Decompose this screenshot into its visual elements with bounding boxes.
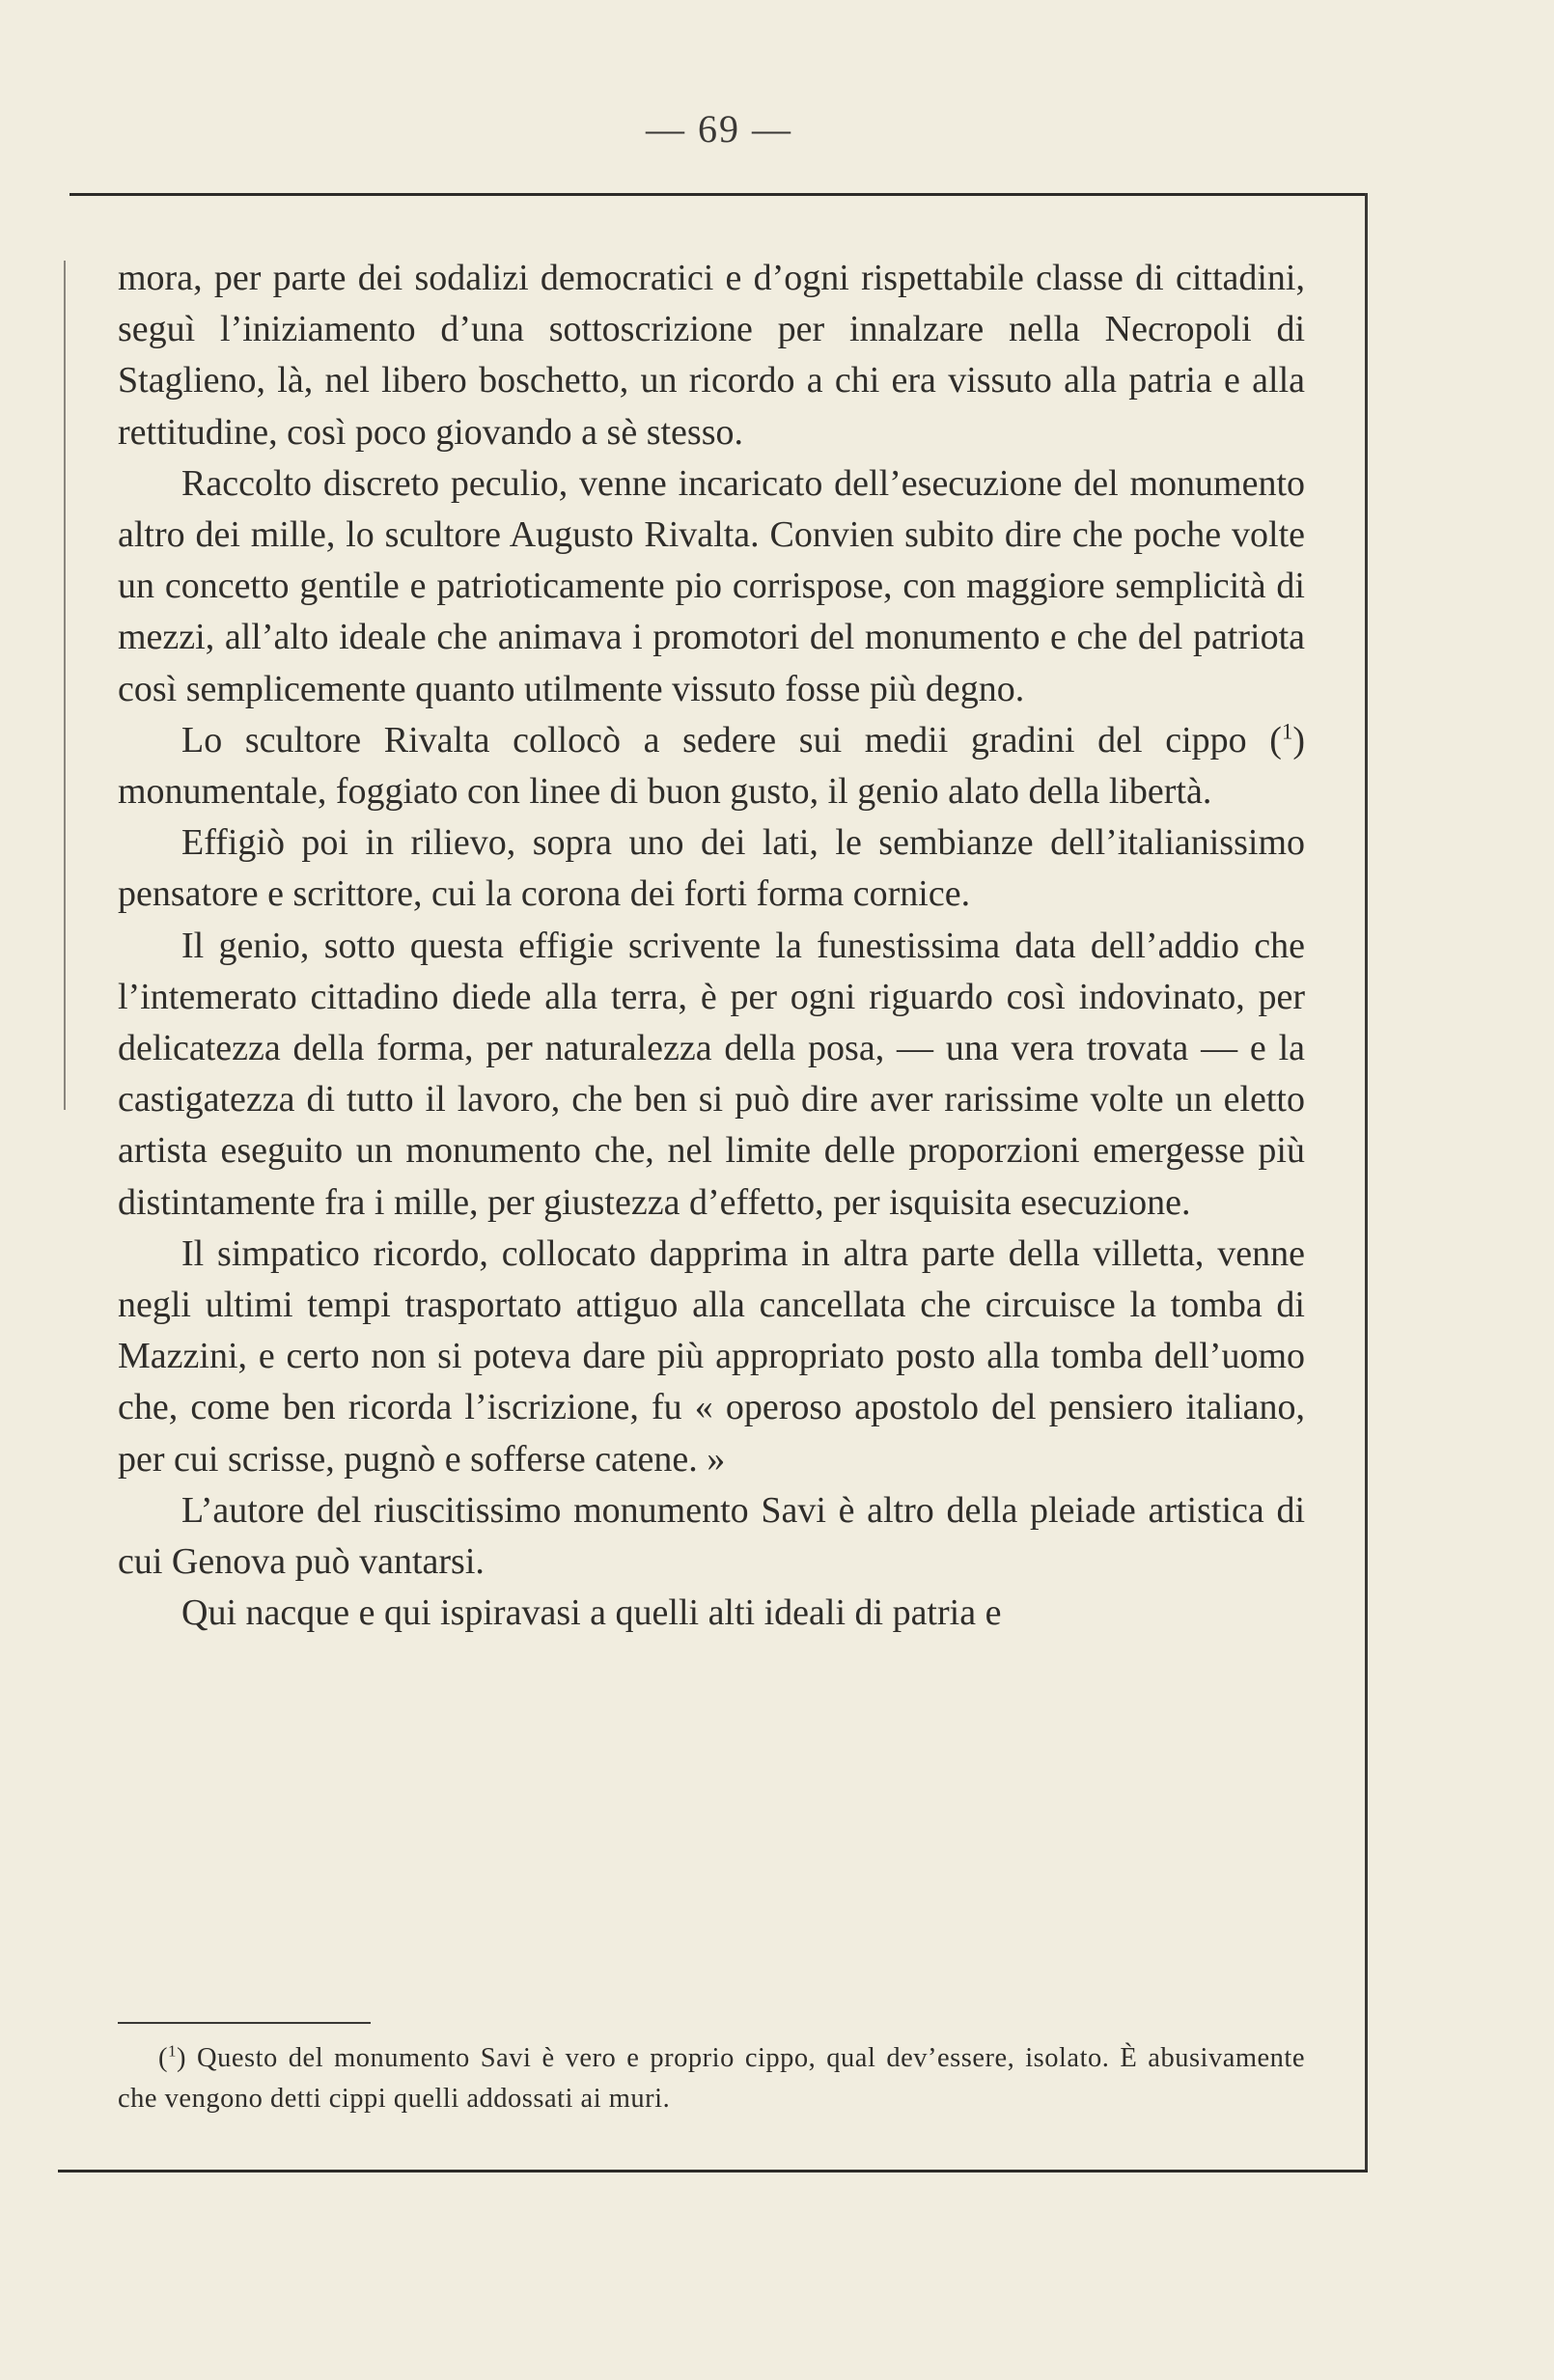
paragraph: Qui nacque e qui ispiravasi a quelli alti ideali di patria e — [181, 1592, 1002, 1634]
frame-top-rule — [69, 193, 1368, 196]
footnote-marker: ($^1$) — [158, 2041, 187, 2073]
frame-left-rule — [64, 261, 66, 1110]
frame-right-rule — [1365, 193, 1368, 2172]
paragraph: mora, per parte dei sodalizi democratici e d’ogni rispettabile classe di cittadini, seguì l’iniziamento d’una sottoscrizione per innalzare nella Necropoli di Staglieno, là, nel libero boschetto, un ricordo a chi era vissuto alla patria e alla rettitudine, così poco giovando a sè stesso. — [118, 258, 1305, 453]
paragraph-text: ) monumentale, foggiato con linee di buon gusto, il genio alato della libertà. — [118, 719, 1305, 813]
paragraph-with-footnote-ref — [118, 715, 1305, 817]
footnote-reference: 1 — [1281, 719, 1293, 744]
paragraph: Effigiò poi in rilievo, sopra uno dei lati, le sembianze dell’italianissimo pensatore e scrittore, cui la corona dei forti forma cornice. — [118, 822, 1305, 915]
page-number: — 69 — — [646, 107, 792, 151]
footnote — [118, 2038, 1305, 2119]
paragraph: Raccolto discreto peculio, venne incaricato dell’esecuzione del monumento altro dei mille, lo scultore Augusto Rivalta. Convien subito dire che poche volte un concetto gentile e patrioticamente pio corrispose, con maggiore semplicità di mezzi, all’alto ideale che animava i promotori del monumento e che del patriota così semplicemente quanto utilmente vissuto fosse più degno. — [118, 462, 1305, 709]
footnote-separator — [118, 2022, 371, 2024]
paragraph: Il genio, sotto questa effigie scrivente la funestissima data dell’addio che l’intemerato cittadino diede alla terra, è per ogni riguardo così indovinato, per delicatezza della forma, per naturalezza della posa, — una vera trovata — e la castigatezza di tutto il lavoro, che ben si può dire aver rarissime volte un eletto artista eseguito un monumento che, nel limite delle proporzioni emergesse più distintamente fra i mille, per giustezza d’effetto, per isquisita esecuzione. — [118, 925, 1305, 1223]
paragraph: Il simpatico ricordo, collocato dapprima in altra parte della villetta, venne negli ultimi tempi trasportato attiguo alla cancellata che circuisce la tomba di Mazzini, e certo non si poteva dare più appropriato posto alla tomba dell’uomo che, come ben ricorda l’iscrizione, fu « operoso apostolo del pensiero italiano, per cui scrisse, pugnò e sofferse catene. » — [118, 1232, 1305, 1480]
footnotes — [118, 2038, 1305, 2119]
paragraph: L’autore del riuscitissimo monumento Savi è altro della pleiade artistica di cui Genova può vantarsi. — [118, 1489, 1305, 1583]
paragraph-text: Lo scultore Rivalta collocò a sedere sui medii gradini del cippo ( — [181, 719, 1282, 761]
frame-bottom-rule — [58, 2170, 1368, 2172]
footnote-text: Questo del monumento Savi è vero e proprio cippo, qual dev’essere, isolato. È abusivamente che vengono detti cippi quelli addossati ai muri. — [118, 2043, 1305, 2114]
body-text — [118, 253, 1305, 1639]
